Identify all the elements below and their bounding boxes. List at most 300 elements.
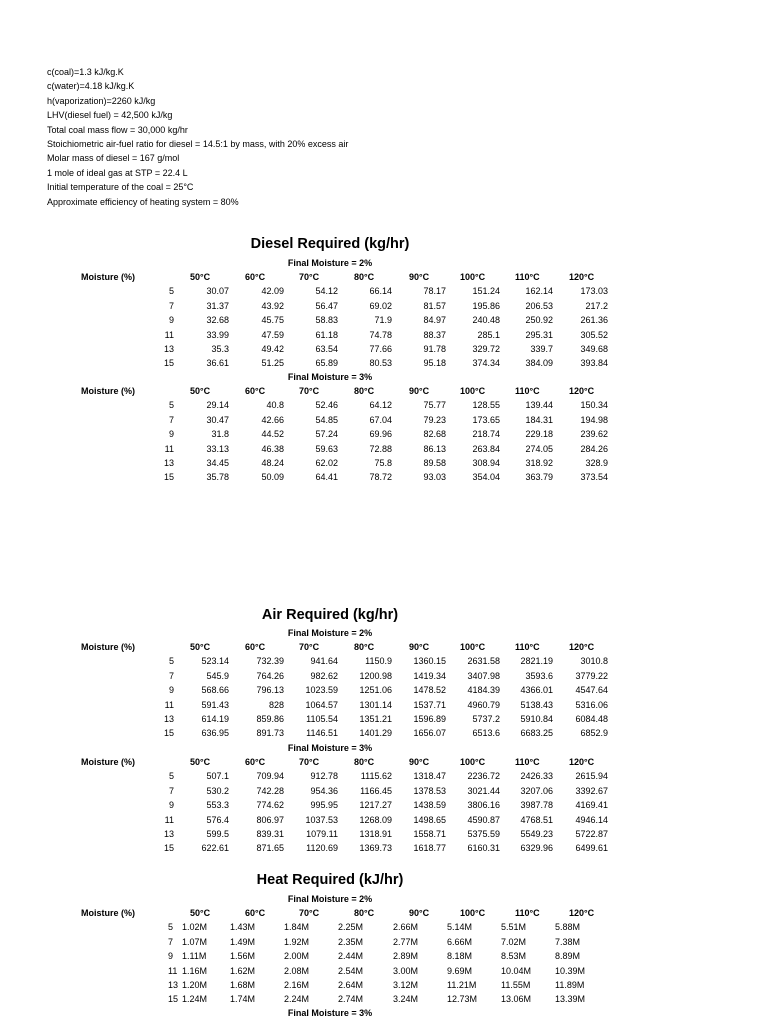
table-cell: 1105.54	[306, 714, 338, 724]
table-cell: 2.64M	[338, 980, 364, 990]
table-cell: 5910.84	[520, 714, 553, 724]
temperature-header: 50°C	[190, 908, 211, 918]
table-cell: 274.05	[525, 443, 553, 454]
heat-final-2: Final Moisture = 2%	[287, 894, 373, 904]
table-cell: 553.3	[206, 800, 229, 811]
table-row	[0, 356, 768, 370]
table-cell: 80.53	[369, 358, 392, 369]
table-cell: 2426.33	[520, 771, 553, 782]
temperature-header: 50°C	[190, 272, 211, 282]
table-cell: 2.66M	[393, 922, 419, 933]
table-cell: 93.03	[423, 472, 446, 483]
table-cell: 2.25M	[338, 922, 364, 933]
table-cell: 69.96	[369, 429, 392, 440]
heat-final-3: Final Moisture = 3%	[287, 1008, 373, 1018]
table-cell: 339.7	[530, 344, 553, 354]
table-cell: 5722.87	[575, 829, 608, 839]
moisture-value: 15	[163, 358, 174, 369]
table-cell: 62.02	[315, 458, 338, 468]
table-cell: 5.14M	[447, 922, 473, 933]
table-cell: 1037.53	[305, 814, 338, 825]
moisture-value: 7	[168, 785, 174, 796]
table-cell: 162.14	[525, 286, 553, 297]
air-final-2: Final Moisture = 2%	[287, 628, 373, 638]
temperature-header: 60°C	[245, 386, 266, 396]
table-cell: 12.73M	[447, 994, 478, 1005]
table-row	[0, 769, 768, 783]
table-cell: 195.86	[472, 300, 500, 311]
parameter-line: c(water)=4.18 kJ/kg.K	[47, 81, 135, 92]
temperature-header: 90°C	[409, 386, 430, 396]
parameters-list	[47, 65, 348, 209]
moisture-value: 13	[163, 714, 174, 724]
table-cell: 1.07M	[182, 936, 208, 947]
table-cell: 139.44	[525, 400, 553, 411]
temperature-header: 60°C	[245, 642, 266, 652]
table-row	[0, 726, 768, 740]
table-cell: 636.95	[201, 728, 229, 739]
table-cell: 35.78	[206, 472, 229, 483]
table-cell: 2615.94	[575, 771, 608, 782]
moisture-value: 7	[168, 936, 174, 947]
table-cell: 61.18	[315, 329, 338, 340]
table-cell: 2.35M	[338, 936, 364, 947]
table-row	[0, 427, 768, 441]
table-cell: 1146.51	[306, 728, 338, 739]
table-cell: 10.39M	[555, 965, 586, 976]
air-title: Air Required (kg/hr)	[261, 607, 399, 623]
table-cell: 56.47	[315, 300, 338, 311]
table-cell: 13.39M	[555, 994, 586, 1005]
table-cell: 1596.89	[413, 714, 446, 724]
table-cell: 4768.51	[520, 814, 553, 825]
table-cell: 4366.01	[520, 685, 553, 696]
table-cell: 64.41	[315, 472, 338, 483]
table-cell: 13.06M	[501, 994, 532, 1005]
table-cell: 1558.71	[413, 829, 446, 839]
temperature-header: 60°C	[245, 272, 266, 282]
table-cell: 1369.73	[359, 843, 392, 854]
table-row	[0, 992, 768, 1006]
table-cell: 261.36	[580, 315, 608, 326]
table-cell: 6160.31	[467, 843, 500, 854]
table-cell: 217.2	[585, 300, 608, 311]
table-cell: 982.62	[310, 670, 338, 681]
table-cell: 91.78	[423, 344, 446, 354]
table-cell: 1115.62	[360, 771, 392, 782]
table-cell: 5.88M	[555, 922, 581, 933]
table-cell: 4960.79	[467, 699, 500, 710]
temperature-header: 60°C	[245, 757, 266, 767]
table-cell: 8.89M	[555, 951, 581, 962]
temperature-header: 70°C	[299, 642, 320, 652]
table-cell: 349.68	[580, 344, 608, 354]
table-cell: 1.62M	[230, 965, 256, 976]
moisture-value: 9	[168, 429, 174, 440]
parameter-line: Initial temperature of the coal = 25°C	[47, 182, 194, 193]
parameter-line: Molar mass of diesel = 167 g/mol	[47, 153, 180, 164]
table-cell: 732.39	[256, 656, 284, 667]
table-row	[0, 328, 768, 342]
table-cell: 5138.43	[520, 699, 553, 710]
table-row	[0, 313, 768, 327]
table-cell: 393.84	[580, 358, 608, 369]
table-cell: 6513.6	[472, 728, 500, 739]
table-row	[0, 654, 768, 668]
table-cell: 1079.11	[306, 829, 338, 839]
table-cell: 859.86	[256, 714, 284, 724]
temperature-header: 120°C	[569, 642, 595, 652]
table-cell: 954.36	[310, 785, 338, 796]
table-cell: 1318.47	[413, 771, 446, 782]
table-row	[0, 798, 768, 812]
table-cell: 32.68	[206, 315, 229, 326]
table-cell: 384.09	[525, 358, 553, 369]
table-cell: 9.69M	[447, 965, 473, 976]
table-cell: 523.14	[201, 656, 229, 667]
table-cell: 2821.19	[520, 656, 553, 667]
temperature-header: 100°C	[460, 642, 486, 652]
table-cell: 71.9	[374, 315, 392, 326]
temperature-header: 120°C	[569, 386, 595, 396]
table-cell: 1.84M	[284, 922, 310, 933]
table-cell: 4184.39	[467, 685, 500, 696]
table-cell: 806.97	[256, 814, 284, 825]
table-cell: 3021.44	[467, 785, 500, 796]
table-cell: 3806.16	[467, 800, 500, 811]
temperature-header: 80°C	[354, 272, 375, 282]
temperature-header: 90°C	[409, 757, 430, 767]
table-cell: 218.74	[472, 429, 500, 440]
table-cell: 1656.07	[413, 728, 446, 739]
table-cell: 3010.8	[580, 656, 608, 667]
temperature-header: 50°C	[190, 642, 211, 652]
table-row	[0, 978, 768, 992]
table-cell: 2.44M	[338, 951, 364, 962]
table-cell: 507.1	[206, 771, 229, 782]
temperature-header: 100°C	[460, 272, 486, 282]
table-cell: 250.92	[525, 315, 553, 326]
table-cell: 1360.15	[413, 656, 446, 667]
temperature-header: 100°C	[460, 908, 486, 918]
table-cell: 1401.29	[359, 728, 392, 739]
temperature-header: 110°C	[515, 757, 540, 767]
table-cell: 43.92	[261, 300, 284, 311]
table-cell: 3.00M	[393, 965, 419, 976]
table-cell: 2.74M	[338, 994, 364, 1005]
table-row	[0, 920, 768, 934]
table-cell: 59.63	[315, 443, 338, 454]
table-cell: 65.89	[315, 358, 338, 369]
table-cell: 42.09	[261, 286, 284, 297]
table-cell: 66.14	[369, 286, 392, 297]
table-cell: 774.62	[256, 800, 284, 811]
temperature-header: 110°C	[515, 642, 540, 652]
table-cell: 3593.6	[525, 670, 553, 681]
table-cell: 2.08M	[284, 965, 310, 976]
parameter-line: c(coal)=1.3 kJ/kg.K	[47, 67, 124, 77]
table-cell: 599.5	[206, 829, 229, 839]
moisture-value: 15	[168, 994, 179, 1005]
table-cell: 11.55M	[501, 980, 531, 990]
table-cell: 1.02M	[182, 922, 208, 933]
table-row	[0, 470, 768, 484]
table-cell: 1.49M	[230, 936, 256, 947]
table-row	[0, 442, 768, 456]
parameter-line: Approximate efficiency of heating system = 80%	[47, 196, 239, 207]
parameter-line: 1 mole of ideal gas at STP = 22.4 L	[47, 167, 188, 178]
table-cell: 81.57	[423, 300, 446, 311]
table-cell: 363.79	[525, 472, 553, 483]
table-cell: 57.24	[315, 429, 338, 440]
table-row	[0, 935, 768, 949]
temperature-header: 50°C	[190, 757, 211, 767]
table-cell: 1120.69	[306, 843, 338, 854]
moisture-value: 5	[168, 400, 174, 411]
table-cell: 34.45	[206, 458, 229, 468]
table-header-row	[0, 906, 768, 920]
table-row	[0, 813, 768, 827]
table-cell: 2.00M	[284, 951, 310, 962]
table-cell: 1166.45	[360, 785, 392, 796]
table-cell: 4946.14	[575, 814, 608, 825]
moisture-value: 15	[163, 728, 174, 739]
table-cell: 206.53	[525, 300, 553, 311]
temperature-header: 70°C	[299, 386, 320, 396]
table-cell: 79.23	[423, 414, 446, 425]
temperature-header: 70°C	[299, 272, 320, 282]
table-cell: 1.20M	[182, 980, 208, 990]
table-cell: 839.31	[256, 829, 284, 839]
temperature-header: 90°C	[409, 272, 430, 282]
table-cell: 30.47	[206, 414, 229, 425]
table-cell: 74.78	[369, 329, 392, 340]
moisture-value: 9	[168, 951, 174, 962]
temperature-header: 80°C	[354, 386, 375, 396]
temperature-header: 60°C	[245, 908, 266, 918]
table-cell: 328.9	[585, 458, 608, 468]
diesel-final-3: Final Moisture = 3%	[287, 372, 373, 382]
table-cell: 828	[268, 699, 284, 710]
moisture-header: Moisture (%)	[81, 386, 135, 396]
table-cell: 995.95	[310, 800, 338, 811]
table-cell: 1.11M	[182, 951, 207, 962]
table-cell: 46.38	[261, 443, 284, 454]
temperature-header: 70°C	[299, 908, 320, 918]
table-cell: 6329.96	[520, 843, 553, 854]
air-final-3: Final Moisture = 3%	[287, 743, 373, 753]
table-cell: 11.21M	[447, 980, 477, 990]
table-cell: 31.37	[206, 300, 229, 311]
moisture-value: 13	[163, 458, 174, 468]
table-cell: 6084.48	[575, 714, 608, 724]
temperature-header: 100°C	[460, 386, 486, 396]
table-cell: 6.66M	[447, 936, 473, 947]
table-cell: 44.52	[261, 429, 284, 440]
moisture-value: 13	[163, 344, 174, 354]
table-cell: 1.43M	[230, 922, 256, 933]
table-cell: 7.38M	[555, 936, 581, 947]
table-cell: 5.51M	[501, 922, 527, 933]
table-cell: 54.85	[315, 414, 338, 425]
table-cell: 64.12	[369, 400, 392, 411]
table-cell: 49.42	[261, 344, 284, 354]
table-cell: 1419.34	[413, 670, 446, 681]
table-cell: 3779.22	[575, 670, 608, 681]
table-cell: 891.73	[256, 728, 284, 739]
moisture-header: Moisture (%)	[81, 642, 135, 652]
table-cell: 48.24	[261, 458, 284, 468]
table-cell: 545.9	[206, 670, 229, 681]
table-cell: 58.83	[315, 315, 338, 326]
table-cell: 796.13	[256, 685, 284, 696]
table-cell: 1064.57	[305, 699, 338, 710]
table-row	[0, 669, 768, 683]
table-cell: 284.26	[580, 443, 608, 454]
table-row	[0, 398, 768, 412]
table-cell: 614.19	[201, 714, 229, 724]
table-cell: 1318.91	[359, 829, 392, 839]
parameter-line: Total coal mass flow = 30,000 kg/hr	[47, 124, 188, 135]
table-cell: 912.78	[310, 771, 338, 782]
table-cell: 173.03	[580, 286, 608, 297]
table-cell: 42.66	[261, 414, 284, 425]
table-cell: 742.28	[256, 785, 284, 796]
table-cell: 50.09	[261, 472, 284, 483]
moisture-value: 13	[163, 829, 174, 839]
table-cell: 7.02M	[501, 936, 527, 947]
table-cell: 84.97	[423, 315, 446, 326]
table-cell: 373.54	[580, 472, 608, 483]
moisture-value: 9	[168, 685, 174, 696]
table-cell: 5549.23	[520, 829, 553, 839]
table-cell: 1.24M	[182, 994, 208, 1005]
table-cell: 1.16M	[182, 965, 208, 976]
table-row	[0, 712, 768, 726]
table-cell: 35.3	[211, 344, 229, 354]
table-cell: 47.59	[261, 329, 284, 340]
temperature-header: 50°C	[190, 386, 211, 396]
table-cell: 1.56M	[230, 951, 256, 962]
table-cell: 1478.52	[413, 685, 446, 696]
table-cell: 318.92	[525, 458, 553, 468]
table-cell: 3.24M	[393, 994, 419, 1005]
table-cell: 1150.9	[365, 656, 392, 667]
moisture-value: 15	[163, 843, 174, 854]
moisture-value: 5	[168, 656, 174, 667]
table-cell: 33.99	[206, 329, 229, 340]
table-row	[0, 827, 768, 841]
temperature-header: 90°C	[409, 908, 430, 918]
table-row	[0, 784, 768, 798]
table-cell: 2.16M	[284, 980, 310, 990]
table-cell: 86.13	[423, 443, 446, 454]
table-cell: 2.89M	[393, 951, 419, 962]
moisture-value: 7	[168, 300, 174, 311]
table-cell: 2.77M	[393, 936, 419, 947]
heat-title: Heat Required (kJ/hr)	[256, 872, 404, 888]
table-cell: 82.68	[423, 429, 446, 440]
table-cell: 622.61	[201, 843, 229, 854]
table-row	[0, 413, 768, 427]
table-cell: 576.4	[206, 814, 229, 825]
table-cell: 51.25	[261, 358, 284, 369]
table-cell: 3392.67	[575, 785, 608, 796]
table-header-row	[0, 384, 768, 398]
table-cell: 128.55	[472, 400, 500, 411]
table-cell: 33.13	[206, 443, 229, 454]
moisture-header: Moisture (%)	[81, 908, 135, 918]
diesel-final-2: Final Moisture = 2%	[287, 258, 373, 268]
table-row	[0, 299, 768, 313]
table-cell: 329.72	[472, 344, 500, 354]
table-row	[0, 342, 768, 356]
temperature-header: 110°C	[515, 386, 540, 396]
moisture-value: 11	[164, 814, 174, 825]
table-cell: 374.34	[472, 358, 500, 369]
table-cell: 78.17	[423, 286, 446, 297]
table-row	[0, 949, 768, 963]
diesel-title: Diesel Required (kg/hr)	[250, 236, 410, 252]
moisture-value: 9	[168, 315, 174, 326]
table-cell: 95.18	[423, 358, 446, 369]
table-cell: 36.61	[206, 358, 229, 369]
table-cell: 69.02	[369, 300, 392, 311]
parameter-line: Stoichiometric air-fuel ratio for diesel = 14.5:1 by mass, with 20% excess air	[47, 139, 349, 150]
moisture-value: 15	[163, 472, 174, 483]
table-cell: 6499.61	[575, 843, 608, 854]
table-cell: 2236.72	[467, 771, 500, 782]
table-cell: 1217.27	[359, 800, 392, 811]
table-cell: 1537.71	[413, 699, 446, 710]
table-cell: 354.04	[472, 472, 500, 483]
table-cell: 4590.87	[467, 814, 500, 825]
table-row	[0, 964, 768, 978]
table-cell: 3987.78	[520, 800, 553, 811]
table-cell: 52.46	[315, 400, 338, 411]
moisture-value: 11	[164, 699, 174, 710]
moisture-header: Moisture (%)	[81, 272, 135, 282]
moisture-value: 7	[168, 414, 174, 425]
temperature-header: 110°C	[515, 908, 540, 918]
temperature-header: 120°C	[569, 757, 595, 767]
temperature-header: 90°C	[409, 642, 430, 652]
table-row	[0, 456, 768, 470]
moisture-value: 13	[168, 980, 179, 990]
table-cell: 308.94	[472, 458, 500, 468]
table-row	[0, 683, 768, 697]
table-cell: 1498.65	[413, 814, 446, 825]
table-cell: 263.84	[472, 443, 500, 454]
table-cell: 8.53M	[501, 951, 527, 962]
table-cell: 88.37	[423, 329, 446, 340]
temperature-header: 80°C	[354, 908, 375, 918]
table-cell: 295.31	[525, 329, 553, 340]
table-cell: 54.12	[315, 286, 338, 297]
table-cell: 1618.77	[413, 843, 446, 854]
table-cell: 1268.09	[359, 814, 392, 825]
temperature-header: 110°C	[515, 272, 540, 282]
moisture-value: 11	[164, 443, 174, 454]
moisture-value: 5	[168, 771, 174, 782]
table-cell: 871.65	[256, 843, 284, 854]
table-cell: 2.24M	[284, 994, 310, 1005]
table-cell: 1438.59	[413, 800, 446, 811]
table-cell: 5375.59	[467, 829, 500, 839]
table-header-row	[0, 640, 768, 654]
moisture-value: 5	[168, 922, 174, 933]
table-cell: 77.66	[369, 344, 392, 354]
